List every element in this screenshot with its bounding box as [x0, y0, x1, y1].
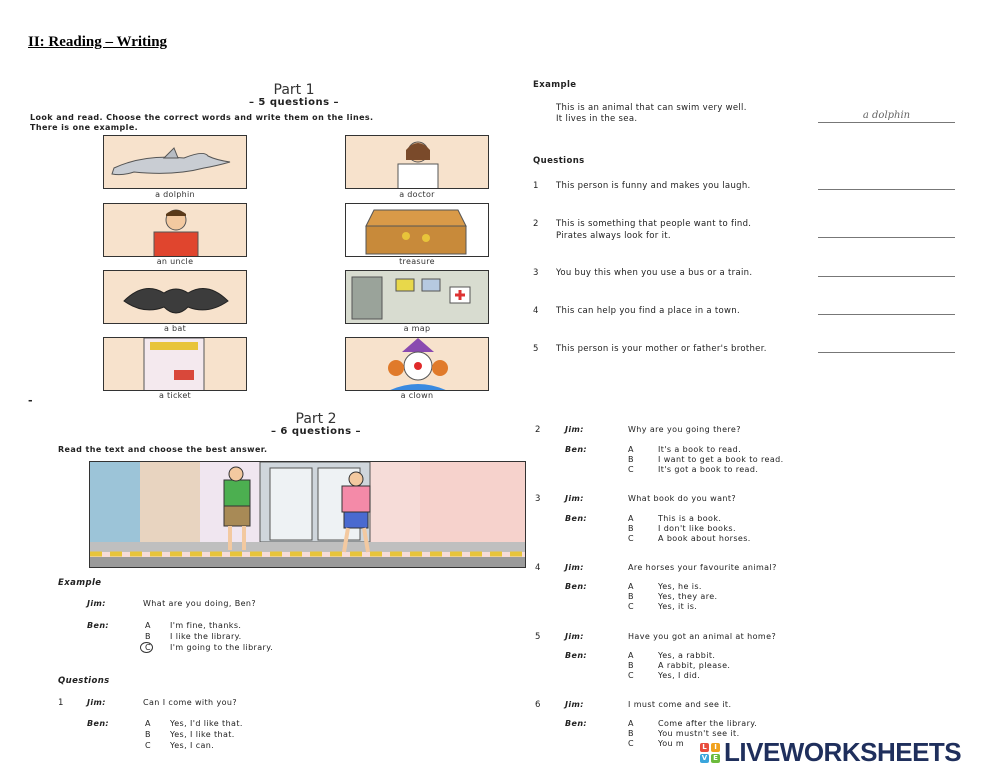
question-text: You buy this when you use a bus or a train.: [556, 268, 753, 278]
question-number: 2: [533, 219, 539, 229]
part1-example-label: Example: [533, 80, 577, 90]
liveworksheets-logo: [700, 737, 961, 768]
option-letter[interactable]: C: [628, 671, 634, 680]
question-number: 1: [58, 698, 64, 708]
uncle-picture: [103, 203, 247, 257]
option-letter[interactable]: B: [145, 730, 151, 739]
option-letter: B: [145, 632, 151, 641]
option-letter[interactable]: B: [628, 729, 634, 738]
jim-line: Why are you going there?: [628, 425, 741, 434]
part1-subtitle: – 5 questions –: [248, 97, 340, 108]
part2-questions-label: Questions: [58, 676, 110, 686]
bat-icon: [104, 271, 247, 324]
answer-line-5[interactable]: [818, 352, 955, 353]
question-text: This person is your mother or father's brother.: [556, 344, 767, 354]
question-number: 3: [535, 494, 541, 504]
picture-caption: a bat: [163, 324, 187, 333]
question-text: Pirates always look for it.: [556, 231, 671, 241]
clown-icon: [346, 338, 489, 391]
question-number: 4: [535, 563, 541, 573]
doctor-picture: [345, 135, 489, 189]
option-text[interactable]: I don't like books.: [658, 524, 736, 533]
jim-line: What book do you want?: [628, 494, 737, 503]
library-scene-illustration: [90, 462, 526, 568]
speaker-ben: Ben:: [565, 514, 588, 523]
part2-subtitle: – 6 questions –: [270, 426, 362, 437]
jim-line: I must come and see it.: [628, 700, 732, 709]
option-letter[interactable]: C: [628, 739, 634, 748]
map-picture: [345, 270, 489, 324]
answer-line-1[interactable]: [818, 189, 955, 190]
option-text[interactable]: A book about horses.: [658, 534, 751, 543]
ticket-icon: [104, 338, 247, 391]
question-number: 5: [533, 344, 539, 354]
option-text: I like the library.: [170, 632, 242, 641]
part2-example-label: Example: [58, 578, 102, 588]
dolphin-icon: [104, 136, 247, 189]
clown-picture: [345, 337, 489, 391]
liveworksheets-mark-icon: L I V E: [700, 743, 720, 763]
section-heading: II: Reading – Writing: [28, 34, 168, 50]
speaker-ben: Ben:: [565, 445, 588, 454]
map-icon: [346, 271, 489, 324]
speaker-ben: Ben:: [87, 719, 110, 728]
speaker-ben: Ben:: [565, 719, 588, 728]
option-text[interactable]: This is a book.: [658, 514, 722, 523]
picture-caption: an uncle: [156, 257, 194, 266]
option-letter[interactable]: B: [628, 661, 634, 670]
option-text[interactable]: Yes, I can.: [170, 741, 215, 750]
question-number: 4: [533, 306, 539, 316]
option-letter[interactable]: A: [628, 445, 634, 454]
picture-caption: a ticket: [158, 391, 191, 400]
option-letter[interactable]: C: [628, 534, 634, 543]
example-jim-line: What are you doing, Ben?: [143, 599, 257, 608]
option-text[interactable]: Yes, I did.: [658, 671, 701, 680]
option-letter[interactable]: C: [628, 465, 634, 474]
part2-instruction: Read the text and choose the best answer.: [58, 445, 268, 454]
example-answer-line: [818, 122, 955, 123]
speaker-jim: Jim:: [87, 698, 106, 707]
stray-dash: -: [28, 394, 33, 407]
speaker-jim: Jim:: [565, 425, 584, 434]
option-letter[interactable]: C: [628, 602, 634, 611]
uncle-icon: [104, 204, 247, 257]
option-letter[interactable]: A: [628, 582, 634, 591]
part1-example-line-1: This is an animal that can swim very well.: [556, 103, 747, 113]
speaker-jim: Jim:: [565, 494, 584, 503]
jim-line: Have you got an animal at home?: [628, 632, 777, 641]
question-text: This is something that people want to find.: [556, 219, 752, 229]
option-text[interactable]: Come after the library.: [658, 719, 758, 728]
jim-line: Are horses your favourite animal?: [628, 563, 777, 572]
option-letter[interactable]: A: [145, 719, 151, 728]
option-letter[interactable]: B: [628, 592, 634, 601]
doctor-icon: [346, 136, 489, 189]
speaker-jim: Jim:: [565, 563, 584, 572]
picture-caption: treasure: [399, 257, 435, 266]
option-text[interactable]: A rabbit, please.: [658, 661, 731, 670]
question-text: This can help you find a place in a town.: [556, 306, 740, 316]
option-letter[interactable]: C: [145, 741, 151, 750]
speaker-jim: Jim:: [565, 700, 584, 709]
part2-title: Part 2: [295, 411, 337, 427]
question-number: 5: [535, 632, 541, 642]
option-letter[interactable]: A: [628, 719, 634, 728]
part1-questions-label: Questions: [533, 156, 585, 166]
bat-picture: [103, 270, 247, 324]
answer-line-4[interactable]: [818, 314, 955, 315]
question-text: This person is funny and makes you laugh.: [556, 181, 751, 191]
answer-line-2[interactable]: [818, 237, 955, 238]
question-number: 1: [533, 181, 539, 191]
speaker-jim: Jim:: [565, 632, 584, 641]
option-letter[interactable]: B: [628, 455, 634, 464]
part1-instruction-1: Look and read. Choose the correct words and write them on the lines.: [30, 113, 374, 122]
option-text[interactable]: Yes, a rabbit.: [658, 651, 716, 660]
option-letter[interactable]: A: [628, 651, 634, 660]
speaker-ben: Ben:: [565, 582, 588, 591]
option-text[interactable]: Yes, I'd like that.: [170, 719, 243, 728]
ticket-picture: [103, 337, 247, 391]
question-number: 2: [535, 425, 541, 435]
option-text: I'm going to the library.: [170, 643, 274, 652]
library-scene-picture: [89, 461, 526, 568]
option-text[interactable]: It's a book to read.: [658, 445, 742, 454]
option-letter[interactable]: A: [628, 514, 634, 523]
option-text[interactable]: You m: [658, 739, 685, 748]
speaker-jim: Jim:: [87, 599, 106, 608]
speaker-ben: Ben:: [87, 621, 110, 630]
option-letter: C: [145, 643, 151, 652]
option-text: I'm fine, thanks.: [170, 621, 242, 630]
picture-caption: a dolphin: [155, 190, 195, 199]
speaker-ben: Ben:: [565, 651, 588, 660]
part1-example-line-2: It lives in the sea.: [556, 114, 638, 124]
part1-instruction-2: There is one example.: [30, 123, 139, 132]
option-text[interactable]: I want to get a book to read.: [658, 455, 784, 464]
liveworksheets-wordmark: LIVEWORKSHEETS: [724, 737, 962, 767]
jim-line: Can I come with you?: [143, 698, 238, 707]
part1-example-answer: a dolphin: [862, 110, 911, 121]
part1-title: Part 1: [273, 82, 315, 98]
picture-caption: a doctor: [399, 190, 435, 199]
option-letter: A: [145, 621, 151, 630]
answer-line-3[interactable]: [818, 276, 955, 277]
treasure-chest-icon: [346, 204, 489, 257]
picture-caption: a clown: [400, 391, 434, 400]
treasure-picture: [345, 203, 489, 257]
question-number: 3: [533, 268, 539, 278]
option-letter[interactable]: B: [628, 524, 634, 533]
option-text[interactable]: You mustn't see it.: [658, 729, 740, 738]
option-text[interactable]: Yes, he is.: [658, 582, 702, 591]
dolphin-picture: [103, 135, 247, 189]
option-text[interactable]: It's got a book to read.: [658, 465, 759, 474]
option-text[interactable]: Yes, I like that.: [170, 730, 235, 739]
option-text[interactable]: Yes, they are.: [658, 592, 718, 601]
option-text[interactable]: Yes, it is.: [658, 602, 698, 611]
question-number: 6: [535, 700, 541, 710]
picture-caption: a map: [403, 324, 431, 333]
